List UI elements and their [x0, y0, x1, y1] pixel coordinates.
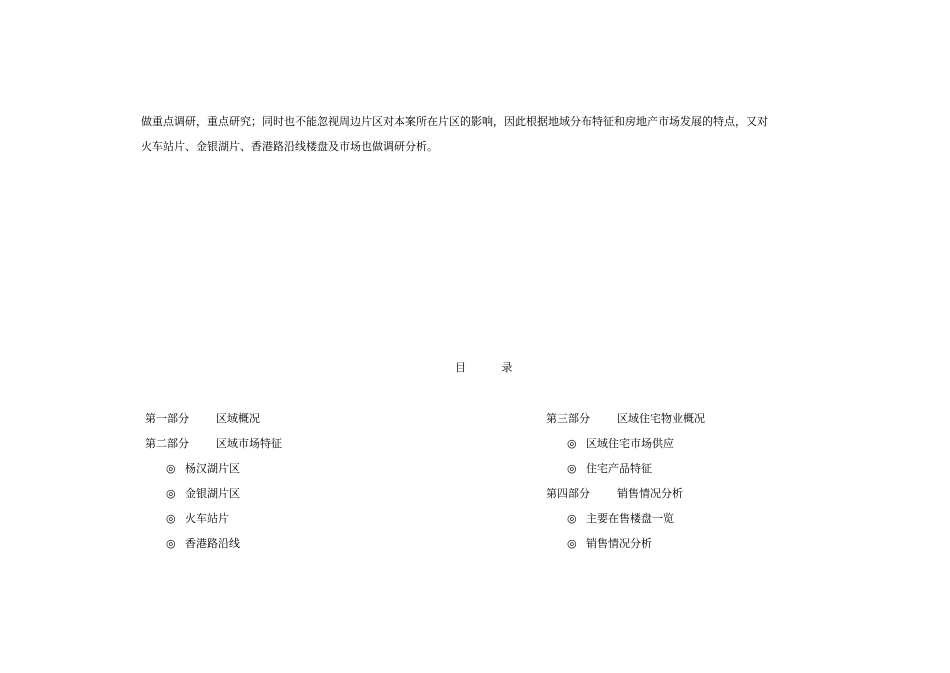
part-title: 区域住宅物业概况 [617, 412, 705, 425]
toc-subentry [546, 531, 705, 556]
toc-subentry [145, 506, 282, 531]
toc-subentry [546, 506, 705, 531]
toc-title-char-2: 录 [501, 361, 513, 374]
toc-entry-part-1 [145, 406, 282, 431]
toc-entry-part-3 [546, 406, 705, 431]
toc-subentry [546, 431, 705, 456]
bullet-icon: ◎ [166, 537, 176, 550]
part-label: 第四部分 [546, 487, 590, 500]
toc-subentry [546, 456, 705, 481]
intro-line-2: 火车站片、金银湖片、香港路沿线楼盘及市场也做调研分析。 [141, 140, 438, 153]
subentry-label: 销售情况分析 [586, 537, 652, 550]
part-title: 区域市场特征 [216, 437, 282, 450]
bullet-icon: ◎ [166, 462, 176, 475]
intro-line-1: 做重点调研，重点研究；同时也不能忽视周边片区对本案所在片区的影响，因此根据地域分布特征和房地产市场发展的特点，又对 [141, 115, 768, 128]
subentry-label: 区域住宅市场供应 [586, 437, 674, 450]
subentry-label: 住宅产品特征 [586, 462, 652, 475]
part-title: 销售情况分析 [617, 487, 683, 500]
toc-left-column [145, 406, 282, 556]
part-label: 第二部分 [145, 437, 189, 450]
part-label: 第三部分 [546, 412, 590, 425]
bullet-icon: ◎ [166, 512, 176, 525]
part-title: 区域概况 [216, 412, 260, 425]
subentry-label: 杨汉湖片区 [185, 462, 240, 475]
toc-entry-part-4 [546, 481, 705, 506]
intro-paragraph [141, 109, 811, 159]
subentry-label: 香港路沿线 [185, 537, 240, 550]
bullet-icon: ◎ [567, 462, 577, 475]
toc-right-column [546, 406, 705, 556]
bullet-icon: ◎ [567, 437, 577, 450]
toc-subentry [145, 456, 282, 481]
subentry-label: 金银湖片区 [185, 487, 240, 500]
toc-title [455, 358, 513, 378]
subentry-label: 火车站片 [185, 512, 229, 525]
bullet-icon: ◎ [567, 537, 577, 550]
toc-subentry [145, 481, 282, 506]
bullet-icon: ◎ [567, 512, 577, 525]
subentry-label: 主要在售楼盘一览 [586, 512, 674, 525]
part-label: 第一部分 [145, 412, 189, 425]
toc-entry-part-2 [145, 431, 282, 456]
bullet-icon: ◎ [166, 487, 176, 500]
toc-subentry [145, 531, 282, 556]
toc-title-char-1: 目 [455, 361, 466, 374]
